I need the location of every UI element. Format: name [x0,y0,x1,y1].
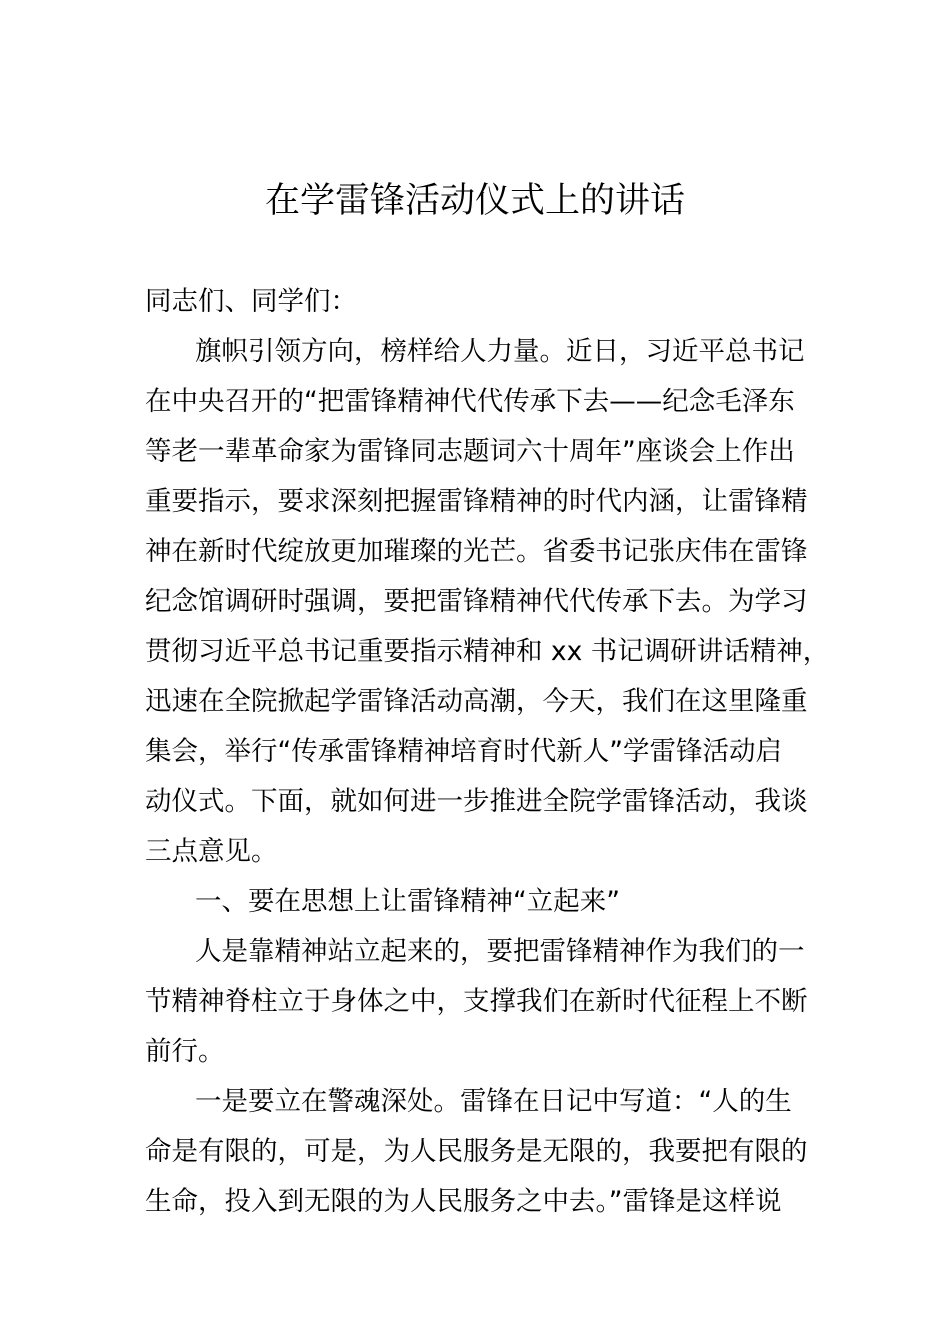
section-heading: 一、要在思想上让雷锋精神“立起来” [195,886,620,917]
paragraph-line: 迅速在全院掀起学雷锋活动高潮，今天，我们在这里隆重 [145,686,808,717]
document-body [145,277,830,1227]
paragraph-line: 一是要立在警魂深处。雷锋在日记中写道：“人的生 [195,1086,792,1117]
paragraph-line: 纪念馆调研时强调，要把雷锋精神代代传承下去。为学习 [145,586,808,617]
paragraph-line: 重要指示，要求深刻把握雷锋精神的时代内涵，让雷锋精 [145,486,808,517]
paragraph-line: 在中央召开的“把雷锋精神代代传承下去——纪念毛泽东 [145,386,795,417]
paragraph-line: 节精神脊柱立于身体之中，支撑我们在新时代征程上不断 [145,986,808,1017]
paragraph-line: 旗帜引领方向，榜样给人力量。近日，习近平总书记 [195,336,805,367]
paragraph-line: 生命，投入到无限的为人民服务之中去。”雷锋是这样说 [145,1186,782,1217]
paragraph-line: 贯彻习近平总书记重要指示精神和 xx 书记调研讲话精神， [145,636,830,667]
document-title: 在学雷锋活动仪式上的讲话 [264,181,685,221]
paragraph-line: 神在新时代绽放更加璀璨的光芒。省委书记张庆伟在雷锋 [145,536,808,567]
paragraph-line: 前行。 [145,1036,225,1067]
paragraph-line: 集会，举行“传承雷锋精神培育时代新人”学雷锋活动启 [145,736,782,767]
paragraph-line: 动仪式。下面，就如何进一步推进全院学雷锋活动，我谈 [145,786,808,817]
salutation-line: 同志们、同学们： [145,286,357,317]
paragraph-line: 命是有限的，可是，为人民服务是无限的，我要把有限的 [145,1136,808,1167]
paragraph-line: 三点意见。 [145,836,278,867]
paragraph-line: 等老一辈革命家为雷锋同志题词六十周年”座谈会上作出 [145,436,795,467]
paragraph-line: 人是靠精神站立起来的，要把雷锋精神作为我们的一 [195,936,805,967]
